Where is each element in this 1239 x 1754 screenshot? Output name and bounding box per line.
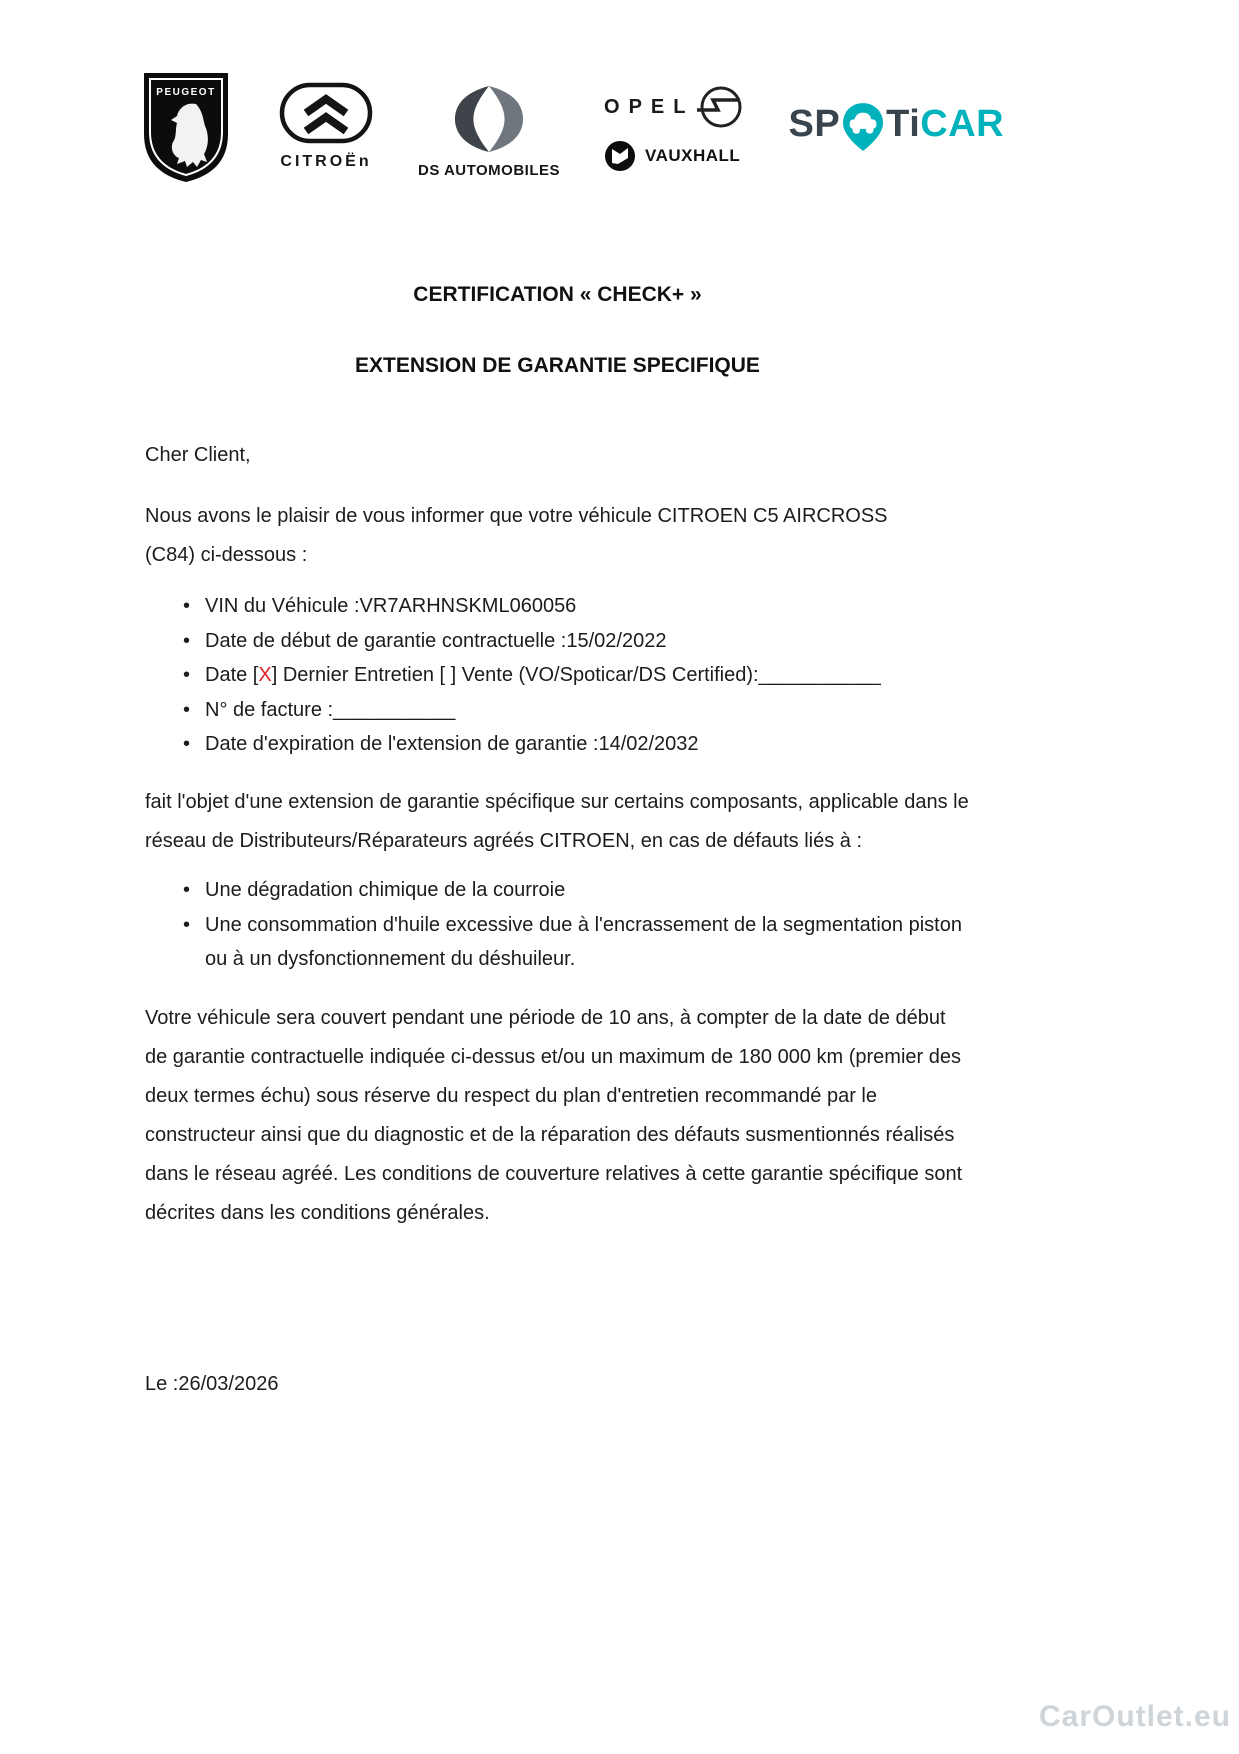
service-date-blank: ___________ — [758, 664, 881, 687]
ds-wordmark: DS AUTOMOBILES — [418, 162, 561, 179]
spoticar-logo — [788, 102, 1004, 146]
signature-date: Le :26/03/2026 — [145, 1372, 279, 1395]
defect-item-2 — [183, 908, 970, 977]
opel-blitz-icon — [696, 84, 744, 130]
defect-1-text: Une dégradation chimique de la courroie — [205, 879, 566, 902]
components-paragraph: fait l'objet d'une extension de garantie spécifique sur certains composants, applicable dans le réseau de Distributeurs/Réparateurs agréés CITROEN, en cas de défauts liés à : — [145, 791, 969, 853]
letter-body — [145, 282, 970, 1404]
opel-wordmark: OPEL — [604, 95, 695, 118]
opel-vauxhall-logos — [604, 84, 744, 172]
vauxhall-griffin-icon — [604, 140, 636, 172]
vauxhall-logo — [604, 140, 744, 172]
defect-item-1 — [183, 873, 970, 907]
service-date-item — [183, 658, 970, 692]
vin-text: VIN du Véhicule :VR7ARHNSKML060056 — [205, 595, 577, 618]
service-date-checkbox-x: X — [258, 664, 272, 687]
service-date-suffix: ] Dernier Entretien [ ] Vente (VO/Spoticar/DS Certified): — [271, 664, 759, 687]
spoticar-pin-icon — [842, 102, 884, 152]
spoticar-wordmark-car: CAR — [920, 102, 1005, 145]
expiry-date-text: Date d'expiration de l'extension de garantie :14/02/2032 — [205, 732, 699, 755]
defects-list — [145, 873, 970, 976]
citroen-wordmark: CITROËn — [280, 153, 372, 170]
peugeot-logo — [138, 70, 234, 184]
brand-logos-header — [0, 0, 1239, 184]
ds-emblem-icon — [448, 84, 530, 154]
citroen-logo — [278, 82, 374, 171]
peugeot-shield-icon — [138, 70, 234, 184]
defect-2-text: Une consommation d'huile excessive due à l'encrassement de la segmentation piston ou à un dysfonctionnement du déshuileur. — [205, 913, 962, 971]
warranty-start-text: Date de début de garantie contractuelle :15/02/2022 — [205, 629, 667, 652]
salutation: Cher Client, — [145, 444, 251, 467]
coverage-paragraph: Votre véhicule sera couvert pendant une période de 10 ans, à compter de la date de début de garantie contractuelle indiquée ci-dessus et/ou un maximum de 180 000 km (premier des deux termes échu) sous réserve du respect du plan d'entretien recommandé par le constructeur ainsi que du diagnostic et de la réparation des défauts susmentionnés réalisés dans le réseau agréé. Les conditions de couverture relatives à cette garantie spécifique sont décrites dans les conditions générales. — [145, 1006, 963, 1224]
warranty-start-item — [183, 624, 970, 658]
opel-logo — [604, 84, 744, 130]
citroen-chevrons-icon — [278, 82, 374, 144]
vehicle-details-list — [145, 589, 970, 761]
watermark: CarOutlet.eu — [1038, 1700, 1231, 1733]
spoticar-wordmark-sp: SP — [788, 102, 841, 145]
invoice-number-text: N° de facture :___________ — [205, 698, 456, 721]
document-title: CERTIFICATION « CHECK+ » — [413, 283, 702, 306]
peugeot-wordmark: PEUGEOT — [156, 87, 216, 98]
spoticar-wordmark-ti: Ti — [886, 102, 921, 145]
invoice-number-item — [183, 693, 970, 727]
intro-paragraph: Nous avons le plaisir de vous informer que votre véhicule CITROEN C5 AIRCROSS (C84) ci-dessous : — [145, 505, 888, 567]
document-subtitle: EXTENSION DE GARANTIE SPECIFIQUE — [355, 354, 760, 378]
ds-automobiles-logo — [418, 84, 560, 179]
service-date-prefix: Date [ — [205, 664, 259, 687]
vin-item — [183, 589, 970, 623]
expiry-date-item — [183, 727, 970, 761]
vauxhall-wordmark: VAUXHALL — [645, 146, 741, 165]
